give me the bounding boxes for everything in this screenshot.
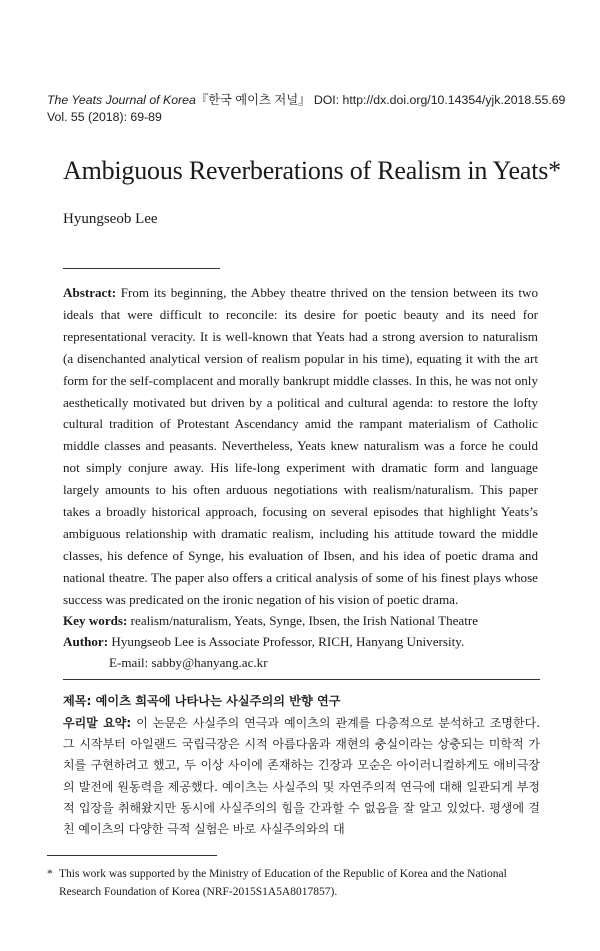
journal-citation-line — [47, 92, 567, 109]
journal-name: The Yeats Journal of Korea — [47, 93, 196, 107]
keywords-label: Key words: — [63, 613, 128, 628]
journal-header — [47, 92, 567, 126]
header-divider — [63, 268, 220, 269]
footnote-line-1: This work was supported by the Ministry of Education of the Republic of Korea and the National — [59, 868, 507, 880]
footnote-line-2: Research Foundation of Korea (NRF-2015S1A5A8017857). — [59, 885, 338, 898]
korean-summary-text: 이 논문은 사실주의 연극과 예이츠의 관계를 다층적으로 분석하고 조명한다. 그 시작부터 아일랜드 국립극장은 시적 아름다움과 재현의 충실이라는 상충되는 미학적 가치를 구현하려고 했고, 두 이상 사이에 존재하는 긴장과 모순은 아이러니컬하게도 애비극장의 발전에 원동력을 제공했다. 예이츠는 사실주의 및 자연주의적 연극에 대해 일관되게 부정적 입장을 취해왔지만 동시에 사실주의의 힘을 간과할 수 없음을 잘 알고 있었다. 평생에 걸친 예이츠의 다양한 극적 실험은 바로 사실주의와의 대 — [63, 716, 541, 837]
keywords-text: realism/naturalism, Yeats, Synge, Ibsen, the Irish National Theatre — [130, 613, 479, 628]
journal-volume: Vol. 55 (2018): 69-89 — [47, 110, 162, 124]
paper-author: Hyungseob Lee — [63, 211, 158, 227]
author-info-label: Author: — [63, 634, 109, 649]
abstract-text: From its beginning, the Abbey theatre thrived on the tension between its two ideals that were difficult to reconcile: its desire for poetic beauty and its need for representational veracity. It is well-known that Yeats had a strong aversion to naturalism (a disenchanted analytical version of realism popular in his time), equating it with the art form for the self-complacent and morally bankrupt middle classes. In this, he was not only aesthetically motivated but driven by a political and cultural agenda: to restore the lofty cultural tradition of Protestant Ascendancy amid the rampant materialism of Catholic middle classes and peasants. Nevertheless, Yeats knew naturalism was a force he could not simply conjure away. His life-long experiment with dramatic form and language largely amounts to his often arduous negotiations with realism/naturalism. This paper takes a broadly historical approach, focusing on several episodes that highlight Yeats’s ambiguous relationship with dramatic realism, including his attitude toward the middle classes, his defence of Synge, his evaluation of Ibsen, and his idea of poetic drama and national theatre. The paper also offers a critical analysis of some of his finest plays whose success was predicated on the ironic negation of his vision of poetic drama. — [63, 285, 538, 607]
korean-title: 제목: 예이츠 희곡에 나타나는 사실주의의 반향 연구 — [63, 694, 341, 708]
journal-korean-name: 『한국 예이츠 저널』 — [195, 93, 311, 107]
author-email: E-mail: sabby@hanyang.ac.kr — [109, 655, 268, 670]
korean-summary-label: 우리말 요약: — [63, 716, 132, 730]
keywords-line — [63, 610, 543, 631]
section-divider — [63, 679, 540, 680]
footnote-divider — [47, 855, 217, 856]
journal-doi: DOI: http://dx.doi.org/10.14354/yjk.2018.55.69 — [313, 93, 566, 107]
footnote — [47, 866, 542, 901]
paper-title: Ambiguous Reverberations of Realism in Yeats* — [63, 156, 561, 185]
korean-summary — [63, 713, 541, 837]
abstract-block — [63, 282, 538, 611]
abstract-label: Abstract: — [63, 285, 117, 300]
author-info-line — [63, 631, 543, 652]
footnote-mark: * — [47, 868, 53, 880]
author-info-text: Hyungseob Lee is Associate Professor, RICH, Hanyang University. — [111, 634, 465, 649]
